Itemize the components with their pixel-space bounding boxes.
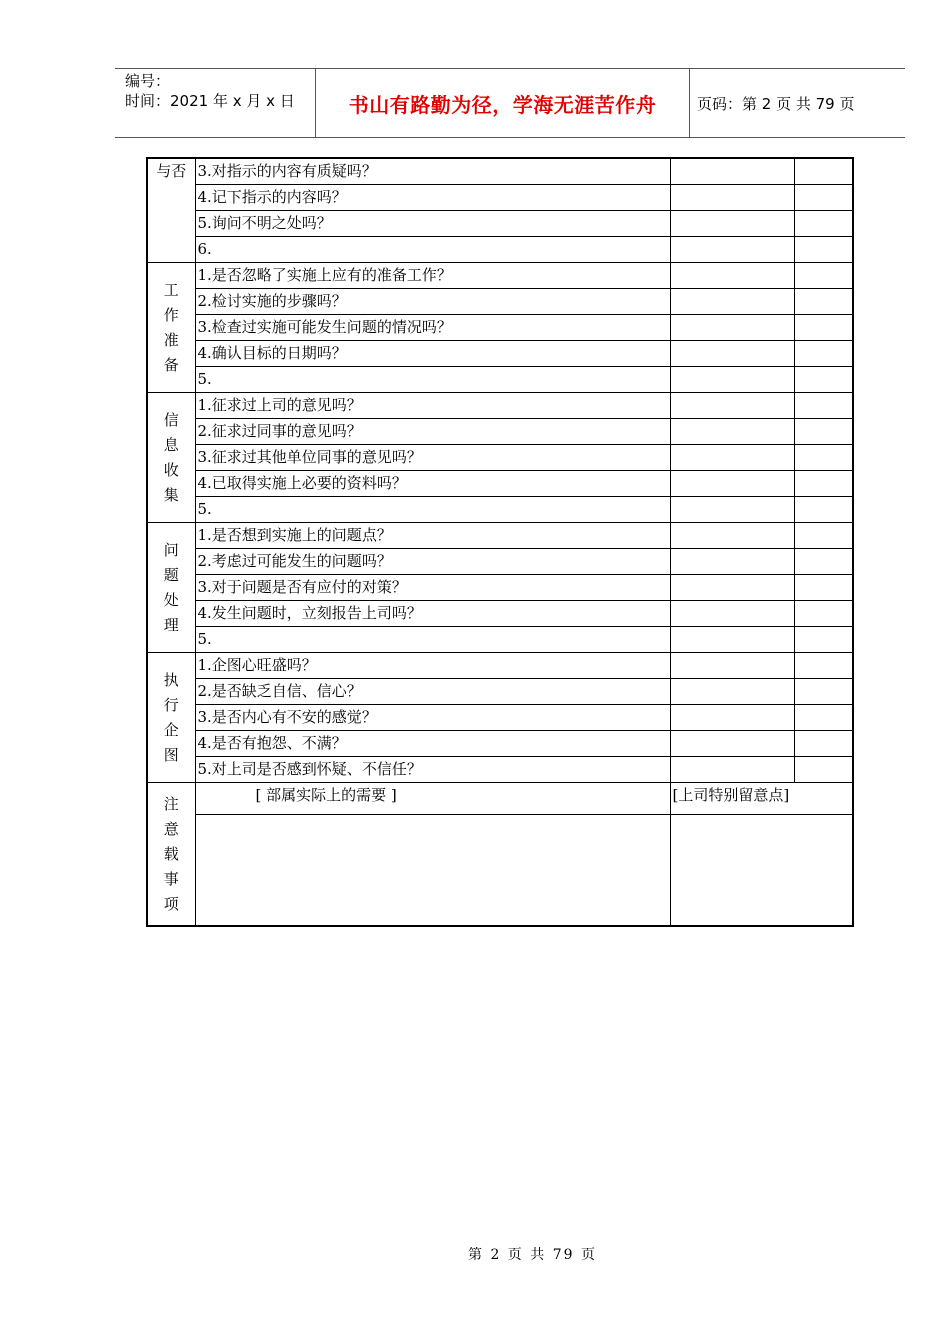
question-cell: 5. <box>195 627 670 653</box>
page-footer: 第 2 页 共 79 页 <box>468 1247 597 1263</box>
mark-cell[interactable] <box>794 627 853 653</box>
table-row <box>147 627 853 653</box>
subordinate-needs-field[interactable] <box>195 815 670 927</box>
header-divider <box>689 69 690 137</box>
category-label: 注意载事项 <box>163 794 179 913</box>
checklist-table <box>146 157 854 927</box>
table-row <box>147 523 853 549</box>
category-cell <box>147 653 195 783</box>
table-row <box>147 497 853 523</box>
question-cell: 2.检讨实施的步骤吗？ <box>195 289 670 315</box>
mark-cell[interactable] <box>794 731 853 757</box>
answer-cell[interactable] <box>670 445 794 471</box>
question-cell: 1.企图心旺盛吗？ <box>195 653 670 679</box>
question-cell: 2.是否缺乏自信、信心？ <box>195 679 670 705</box>
table-row <box>147 705 853 731</box>
category-cell <box>147 263 195 393</box>
mark-cell[interactable] <box>794 497 853 523</box>
mark-cell[interactable] <box>794 158 853 185</box>
category-cell <box>147 393 195 523</box>
answer-cell[interactable] <box>670 575 794 601</box>
question-cell: 4.发生问题时，立刻报告上司吗？ <box>195 601 670 627</box>
answer-cell[interactable] <box>670 731 794 757</box>
answer-cell[interactable] <box>670 757 794 783</box>
question-cell: 4.记下指示的内容吗？ <box>195 185 670 211</box>
table-row <box>147 237 853 263</box>
mark-cell[interactable] <box>794 523 853 549</box>
table-row <box>147 315 853 341</box>
table-row <box>147 445 853 471</box>
table-row <box>147 341 853 367</box>
number-label: 编号： <box>125 72 171 90</box>
mark-cell[interactable] <box>794 679 853 705</box>
question-cell: 1.是否忽略了实施上应有的准备工作？ <box>195 263 670 289</box>
answer-cell[interactable] <box>670 367 794 393</box>
category-cell <box>147 523 195 653</box>
table-row <box>147 471 853 497</box>
table-row <box>147 185 853 211</box>
table-row <box>147 679 853 705</box>
answer-cell[interactable] <box>670 419 794 445</box>
answer-cell[interactable] <box>670 341 794 367</box>
table-row <box>147 815 853 927</box>
supervisor-points-label: [上司特别留意点] <box>672 786 790 804</box>
table-row <box>147 393 853 419</box>
question-cell: 3.对于问题是否有应付的对策？ <box>195 575 670 601</box>
answer-cell[interactable] <box>670 497 794 523</box>
question-cell: 3.是否内心有不安的感觉？ <box>195 705 670 731</box>
mark-cell[interactable] <box>794 549 853 575</box>
mark-cell[interactable] <box>794 211 853 237</box>
supervisor-points-field[interactable] <box>670 815 853 927</box>
answer-cell[interactable] <box>670 237 794 263</box>
mark-cell[interactable] <box>794 393 853 419</box>
mark-cell[interactable] <box>794 601 853 627</box>
category-label: 与否 <box>156 162 187 180</box>
answer-cell[interactable] <box>670 185 794 211</box>
category-cell <box>147 158 195 263</box>
subordinate-needs-header <box>195 783 670 815</box>
answer-cell[interactable] <box>670 601 794 627</box>
category-cell <box>147 783 195 927</box>
mark-cell[interactable] <box>794 341 853 367</box>
page-header <box>115 68 905 138</box>
answer-cell[interactable] <box>670 679 794 705</box>
answer-cell[interactable] <box>670 289 794 315</box>
table-row <box>147 601 853 627</box>
table-row <box>147 367 853 393</box>
question-cell: 2.考虑过可能发生的问题吗？ <box>195 549 670 575</box>
mark-cell[interactable] <box>794 237 853 263</box>
supervisor-points-header <box>670 783 853 815</box>
mark-cell[interactable] <box>794 289 853 315</box>
mark-cell[interactable] <box>794 471 853 497</box>
answer-cell[interactable] <box>670 471 794 497</box>
category-label: 工作准备 <box>163 280 179 374</box>
question-cell: 3.检查过实施可能发生问题的情况吗？ <box>195 315 670 341</box>
question-cell: 5. <box>195 497 670 523</box>
table-row <box>147 263 853 289</box>
table-row <box>147 575 853 601</box>
category-label: 问题处理 <box>163 540 179 634</box>
category-label: 执行企图 <box>163 670 179 764</box>
question-cell: 1.是否想到实施上的问题点？ <box>195 523 670 549</box>
time-label: 时间：2021 年 x 月 x 日 <box>125 92 295 110</box>
question-cell: 4.是否有抱怨、不满？ <box>195 731 670 757</box>
header-meta <box>125 71 315 111</box>
answer-cell[interactable] <box>670 653 794 679</box>
table-row <box>147 158 853 185</box>
question-cell: 4.已取得实施上必要的资料吗？ <box>195 471 670 497</box>
mark-cell[interactable] <box>794 705 853 731</box>
mark-cell[interactable] <box>794 263 853 289</box>
table-row <box>147 783 853 815</box>
question-cell: 5. <box>195 367 670 393</box>
answer-cell[interactable] <box>670 211 794 237</box>
mark-cell[interactable] <box>794 653 853 679</box>
question-cell: 6. <box>195 237 670 263</box>
table-row <box>147 419 853 445</box>
question-cell: 3.对指示的内容有质疑吗？ <box>195 158 670 185</box>
mark-cell[interactable] <box>794 419 853 445</box>
question-cell: 5.对上司是否感到怀疑、不信任？ <box>195 757 670 783</box>
question-cell: 3.征求过其他单位同事的意见吗？ <box>195 445 670 471</box>
answer-cell[interactable] <box>670 627 794 653</box>
mark-cell[interactable] <box>794 367 853 393</box>
answer-cell[interactable] <box>670 393 794 419</box>
answer-cell[interactable] <box>670 549 794 575</box>
header-page-number: 页码：第 2 页 共 79 页 <box>697 94 855 113</box>
mark-cell[interactable] <box>794 185 853 211</box>
mark-cell[interactable] <box>794 575 853 601</box>
table-row <box>147 549 853 575</box>
question-cell: 5.询问不明之处吗？ <box>195 211 670 237</box>
category-label: 信息收集 <box>163 410 179 504</box>
table-row <box>147 653 853 679</box>
question-cell: 4.确认目标的日期吗？ <box>195 341 670 367</box>
table-row <box>147 731 853 757</box>
answer-cell[interactable] <box>670 263 794 289</box>
table-row <box>147 211 853 237</box>
mark-cell[interactable] <box>794 315 853 341</box>
table-row <box>147 289 853 315</box>
header-motto: 书山有路勤为径，学海无涯苦作舟 <box>348 92 657 117</box>
mark-cell[interactable] <box>794 445 853 471</box>
question-cell: 2.征求过同事的意见吗？ <box>195 419 670 445</box>
subordinate-needs-label: [ 部属实际上的需要 ] <box>255 786 397 804</box>
table-row <box>147 757 853 783</box>
answer-cell[interactable] <box>670 523 794 549</box>
answer-cell[interactable] <box>670 158 794 185</box>
mark-cell[interactable] <box>794 757 853 783</box>
question-cell: 1.征求过上司的意见吗？ <box>195 393 670 419</box>
answer-cell[interactable] <box>670 705 794 731</box>
answer-cell[interactable] <box>670 315 794 341</box>
